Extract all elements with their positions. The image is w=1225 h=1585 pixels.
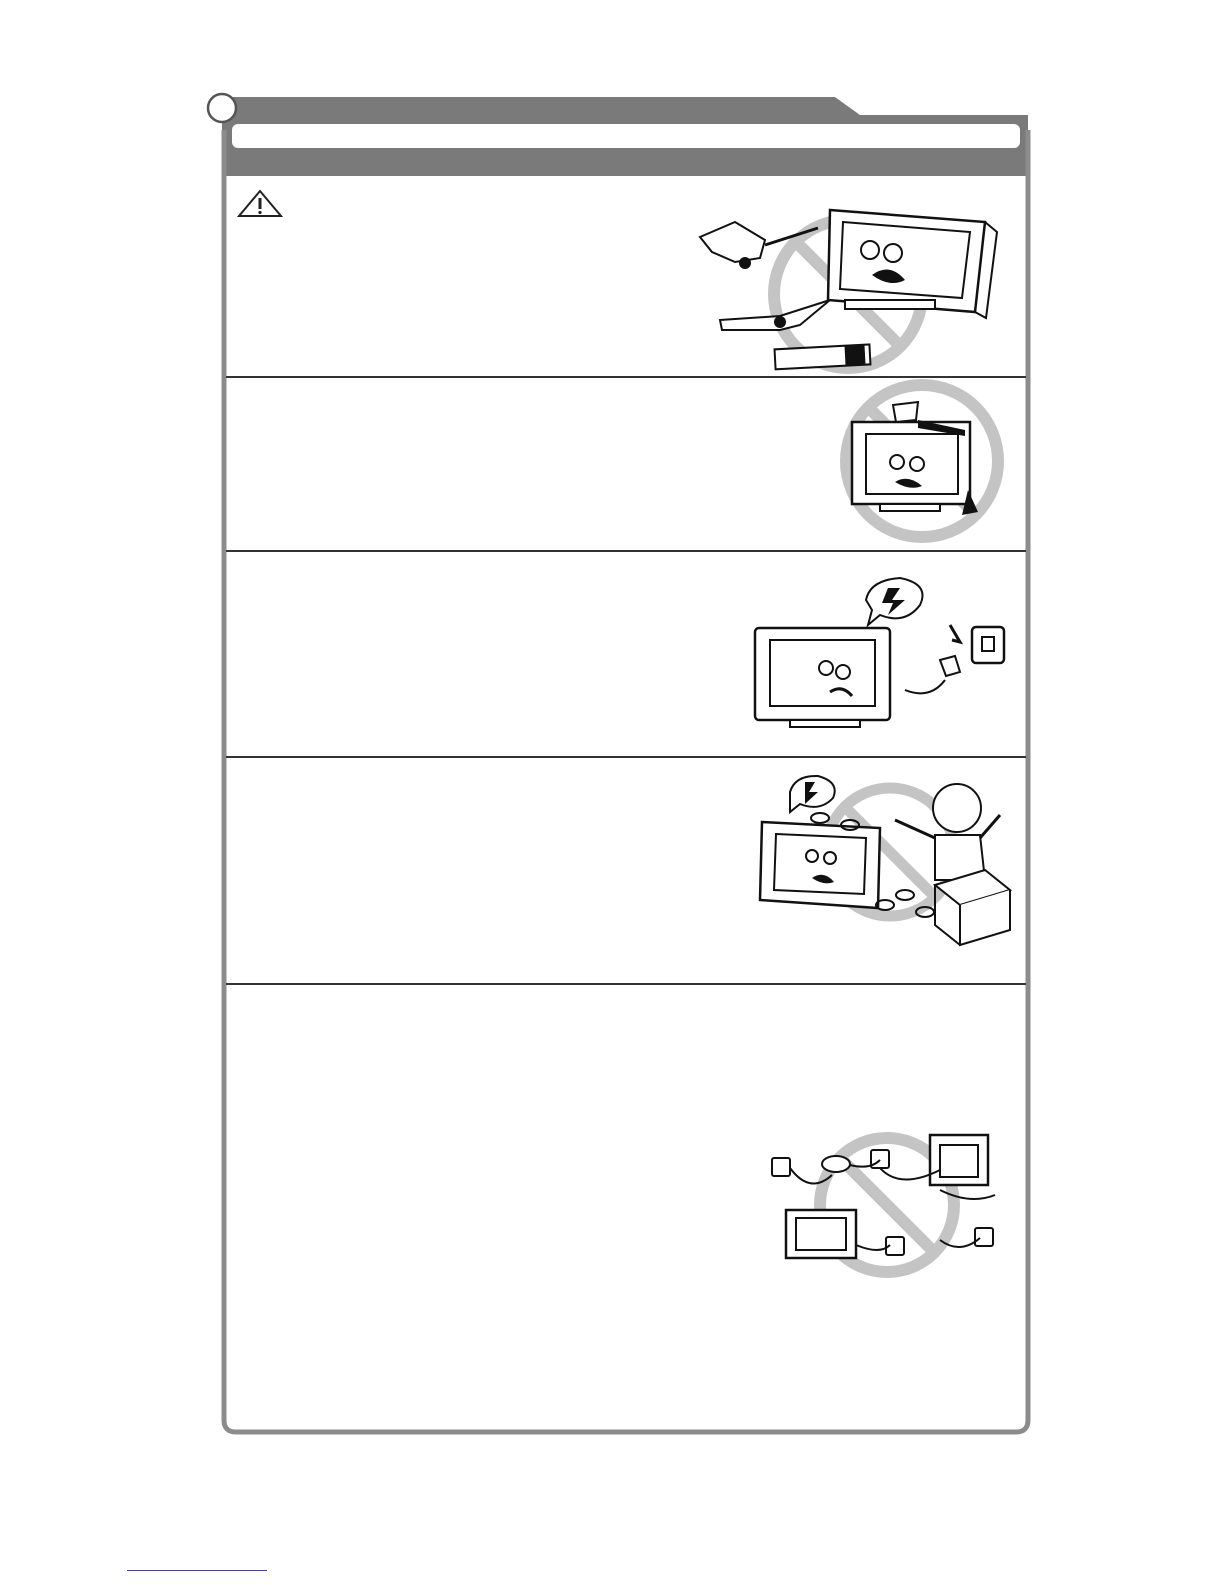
wall-socket-icon xyxy=(972,627,1004,663)
illustration-child-objects xyxy=(760,776,1010,945)
warning-triangle-icon xyxy=(239,191,281,216)
page-marker-icon xyxy=(208,94,236,122)
illustration-objects-on-tv xyxy=(846,385,998,537)
illustration-tv-tools xyxy=(700,210,997,369)
illustration-overloaded-outlets xyxy=(772,1135,995,1272)
page-frame xyxy=(224,130,1028,1432)
section-title-bar xyxy=(224,148,1028,176)
illustration-tv-lightning xyxy=(755,578,1004,727)
footer-link-underline[interactable] xyxy=(127,1570,267,1571)
cup-icon xyxy=(893,402,918,422)
plug-icon xyxy=(940,656,960,676)
screwdriver-icon xyxy=(700,222,765,262)
